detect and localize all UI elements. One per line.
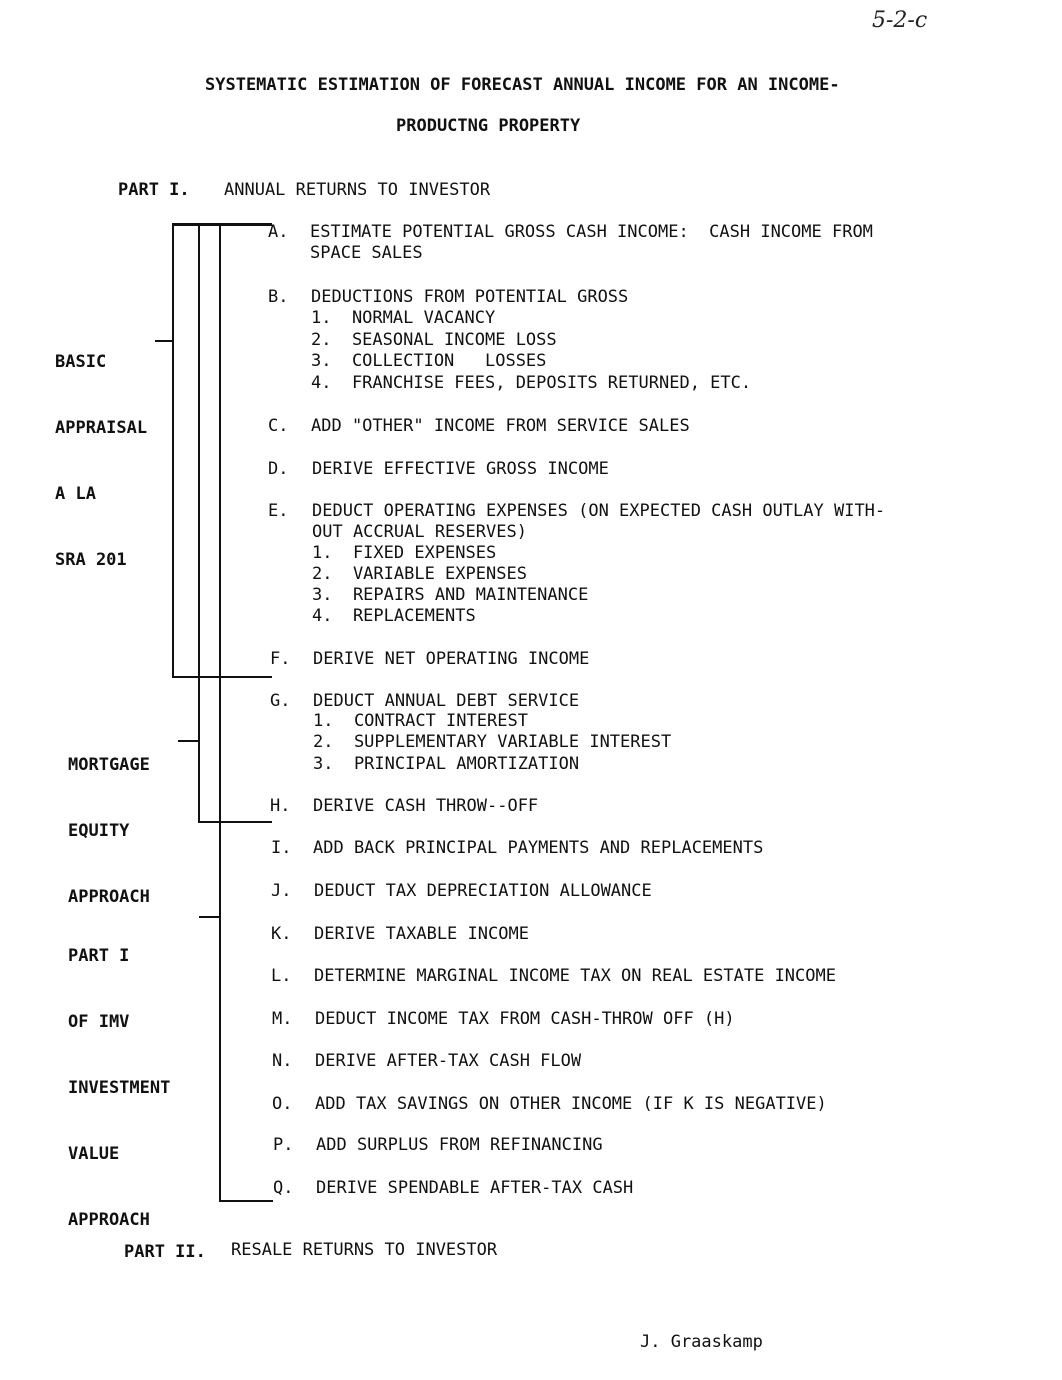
item-line: ADD SURPLUS FROM REFINANCING: [316, 1135, 603, 1155]
item-line: DERIVE CASH THROW--OFF: [313, 796, 539, 816]
mortgage-tick: [178, 740, 198, 742]
item-letter: L.: [271, 966, 292, 986]
side-label-basic: BASIC APPRAISAL A LA SRA 201: [55, 352, 148, 570]
item-line: 4. FRANCHISE FEES, DEPOSITS RETURNED, ETC.: [311, 373, 752, 393]
item-letter: N.: [272, 1051, 293, 1071]
page-title-line1: SYSTEMATIC ESTIMATION OF FORECAST ANNUAL INCOME FOR AN INCOME-: [205, 75, 840, 95]
bracket-imv-bottom: [219, 1200, 273, 1202]
item-line: 2. SEASONAL INCOME LOSS: [311, 330, 557, 350]
side-label-mortgage: MORTGAGE EQUITY APPROACH: [68, 755, 150, 907]
item-letter: F.: [270, 649, 291, 669]
item-line: DERIVE AFTER-TAX CASH FLOW: [315, 1051, 582, 1071]
item-line: DEDUCT ANNUAL DEBT SERVICE: [313, 691, 580, 711]
part1-heading: ANNUAL RETURNS TO INVESTOR: [224, 180, 491, 200]
item-line: DERIVE TAXABLE INCOME: [314, 924, 529, 944]
item-line: 1. FIXED EXPENSES: [312, 543, 497, 563]
item-letter: J.: [271, 881, 292, 901]
item-letter: Q.: [273, 1178, 294, 1198]
item-letter: G.: [270, 691, 291, 711]
item-line: DETERMINE MARGINAL INCOME TAX ON REAL ESTATE INCOME: [314, 966, 836, 986]
item-letter: K.: [271, 924, 292, 944]
item-line: DEDUCT INCOME TAX FROM CASH-THROW OFF (H): [315, 1009, 735, 1029]
item-letter: C.: [268, 416, 289, 436]
item-letter: D.: [268, 459, 289, 479]
side-label-imv: PART I OF IMV INVESTMENT VALUE APPROACH: [68, 946, 171, 1230]
item-line: ADD BACK PRINCIPAL PAYMENTS AND REPLACEMENTS: [313, 838, 764, 858]
item-line: DEDUCT OPERATING EXPENSES (ON EXPECTED CASH OUTLAY WITH-: [312, 501, 886, 521]
item-line: 3. COLLECTION LOSSES: [311, 351, 547, 371]
item-line: SPACE SALES: [310, 243, 423, 263]
imv-tick: [199, 916, 219, 918]
item-line: 1. CONTRACT INTEREST: [313, 711, 528, 731]
part2-label: PART II.: [124, 1242, 206, 1262]
item-letter: B.: [268, 287, 289, 307]
bracket-imv-vertical: [219, 226, 221, 1202]
item-letter: A.: [268, 222, 289, 242]
item-line: DERIVE NET OPERATING INCOME: [313, 649, 590, 669]
item-line: ESTIMATE POTENTIAL GROSS CASH INCOME: CASH INCOME FROM: [310, 222, 873, 242]
item-letter: P.: [273, 1135, 294, 1155]
item-line: 2. VARIABLE EXPENSES: [312, 564, 527, 584]
bracket-mortgage-vertical: [198, 226, 200, 822]
page-title-line2: PRODUCTNG PROPERTY: [396, 116, 581, 136]
item-letter: E.: [268, 501, 289, 521]
part1-label: PART I.: [118, 180, 190, 200]
item-line: 4. REPLACEMENTS: [312, 606, 476, 626]
item-letter: M.: [272, 1009, 293, 1029]
author-signature: J. Graaskamp: [640, 1332, 763, 1352]
item-line: ADD "OTHER" INCOME FROM SERVICE SALES: [311, 416, 690, 436]
item-letter: I.: [271, 838, 292, 858]
bracket-basic-bottom: [172, 676, 272, 678]
part2-heading: RESALE RETURNS TO INVESTOR: [231, 1240, 498, 1260]
bracket-mortgage-bottom: [198, 821, 272, 823]
basic-tick: [155, 340, 173, 342]
item-line: ADD TAX SAVINGS ON OTHER INCOME (IF K IS NEGATIVE): [315, 1094, 827, 1114]
item-line: 1. NORMAL VACANCY: [311, 308, 496, 328]
item-line: 3. REPAIRS AND MAINTENANCE: [312, 585, 589, 605]
item-line: DEDUCT TAX DEPRECIATION ALLOWANCE: [314, 881, 652, 901]
item-line: OUT ACCRUAL RESERVES): [312, 522, 527, 542]
bracket-top-line: [172, 223, 272, 226]
corner-note: 5-2-c: [872, 8, 928, 33]
item-line: DEDUCTIONS FROM POTENTIAL GROSS: [311, 287, 629, 307]
item-letter: O.: [272, 1094, 293, 1114]
item-line: DERIVE SPENDABLE AFTER-TAX CASH: [316, 1178, 634, 1198]
item-line: DERIVE EFFECTIVE GROSS INCOME: [312, 459, 609, 479]
item-line: 3. PRINCIPAL AMORTIZATION: [313, 754, 580, 774]
item-letter: H.: [270, 796, 291, 816]
item-line: 2. SUPPLEMENTARY VARIABLE INTEREST: [313, 732, 672, 752]
bracket-basic-vertical: [172, 223, 174, 678]
